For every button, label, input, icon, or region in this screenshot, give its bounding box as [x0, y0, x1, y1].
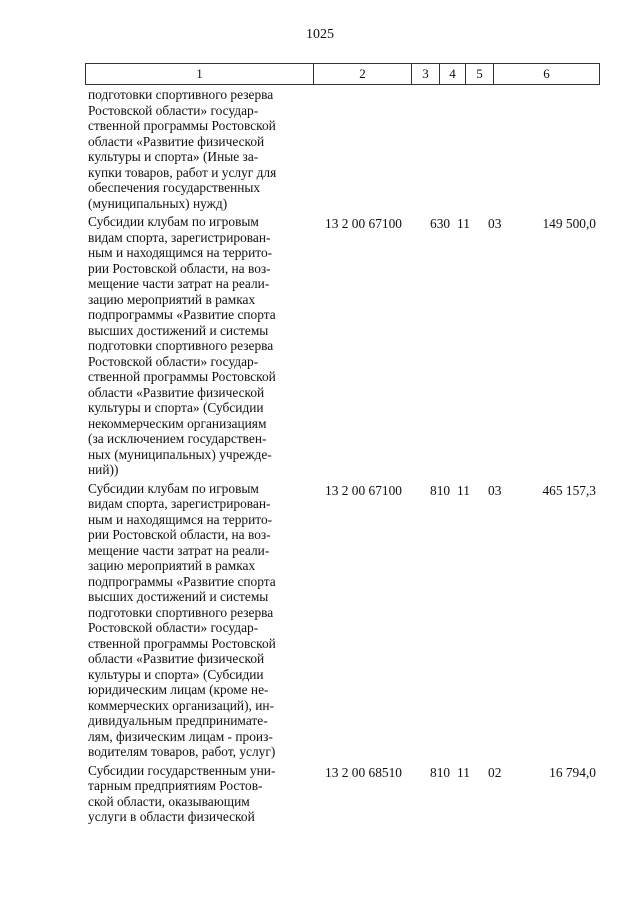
column-header-5: 5: [466, 64, 494, 84]
column-header-3: 3: [412, 64, 440, 84]
amount: 16 794,0: [549, 764, 596, 780]
target-article-code: 13 2 00 68510: [325, 764, 402, 780]
column-header-6: 6: [543, 66, 550, 81]
row-description: Субсидии государственным уни- тарным предприятиям Ростов- ской области, оказывающим услуги в области физической: [88, 762, 276, 824]
column-header-2: 2: [314, 64, 412, 84]
page-number: 1025: [306, 27, 334, 42]
table-row: [85, 763, 600, 825]
section-code: 11: [457, 216, 470, 231]
table-row: [85, 481, 600, 760]
section-code: 11: [457, 764, 470, 780]
subsection-code: 03: [488, 482, 502, 498]
section-code: 11: [457, 482, 470, 498]
row-description: подготовки спортивного резерва Ростовской области» государ- ственной программы Ростовской области «Развитие физической культуры и спорта» (Иные за- купки товаров, работ и услуг для обеспечения государственных (муниципальных) нужд): [88, 87, 277, 211]
subsection-code: 02: [488, 764, 502, 780]
budget-table: [85, 63, 600, 825]
amount: 465 157,3: [542, 482, 596, 498]
expense-type-code: 810: [430, 764, 451, 780]
table-header: [85, 63, 600, 85]
row-description: Субсидии клубам по игровым видам спорта, зарегистрирован- ным и находящимся на террито- рии Ростовской области, на воз- мещение части затрат на реали- зацию мероприятий в рамках подпрограммы «Развитие спорта высших достижений и системы подготовки спортивного резерва Ростовской области» государ- ственной программы Ростовской области «Развитие физической культуры и спорта» (Субсидии некоммерческим организациям (за исключением государствен- ных (муниципальных) учрежде- ний)): [88, 214, 276, 477]
subsection-code: 03: [488, 216, 502, 231]
table-row: [85, 87, 600, 211]
target-article-code: 13 2 00 67100: [325, 482, 402, 498]
target-article-code: 13 2 00 67100: [325, 216, 402, 231]
row-description: Субсидии клубам по игровым видам спорта, зарегистрирован- ным и находящимся на террито- рии Ростовской области, на воз- мещение части затрат на реали- зацию мероприятий в рамках подпрограммы «Развитие спорта высших достижений и системы подготовки спортивного резерва Ростовской области» государ- ственной программы Ростовской области «Развитие физической культуры и спорта» (Субсидии юридическим лицам (кроме не- коммерческих организаций), ин- дивидуальным предпринимате- лям, физическим лицам - произ- водителям товаров, работ, услуг): [88, 480, 276, 759]
table-row: [85, 214, 600, 478]
expense-type-code: 630: [430, 216, 451, 231]
amount: 149 500,0: [542, 216, 596, 231]
column-header-4: 4: [440, 64, 466, 84]
column-header-1: 1: [86, 64, 314, 84]
expense-type-code: 810: [430, 482, 451, 498]
